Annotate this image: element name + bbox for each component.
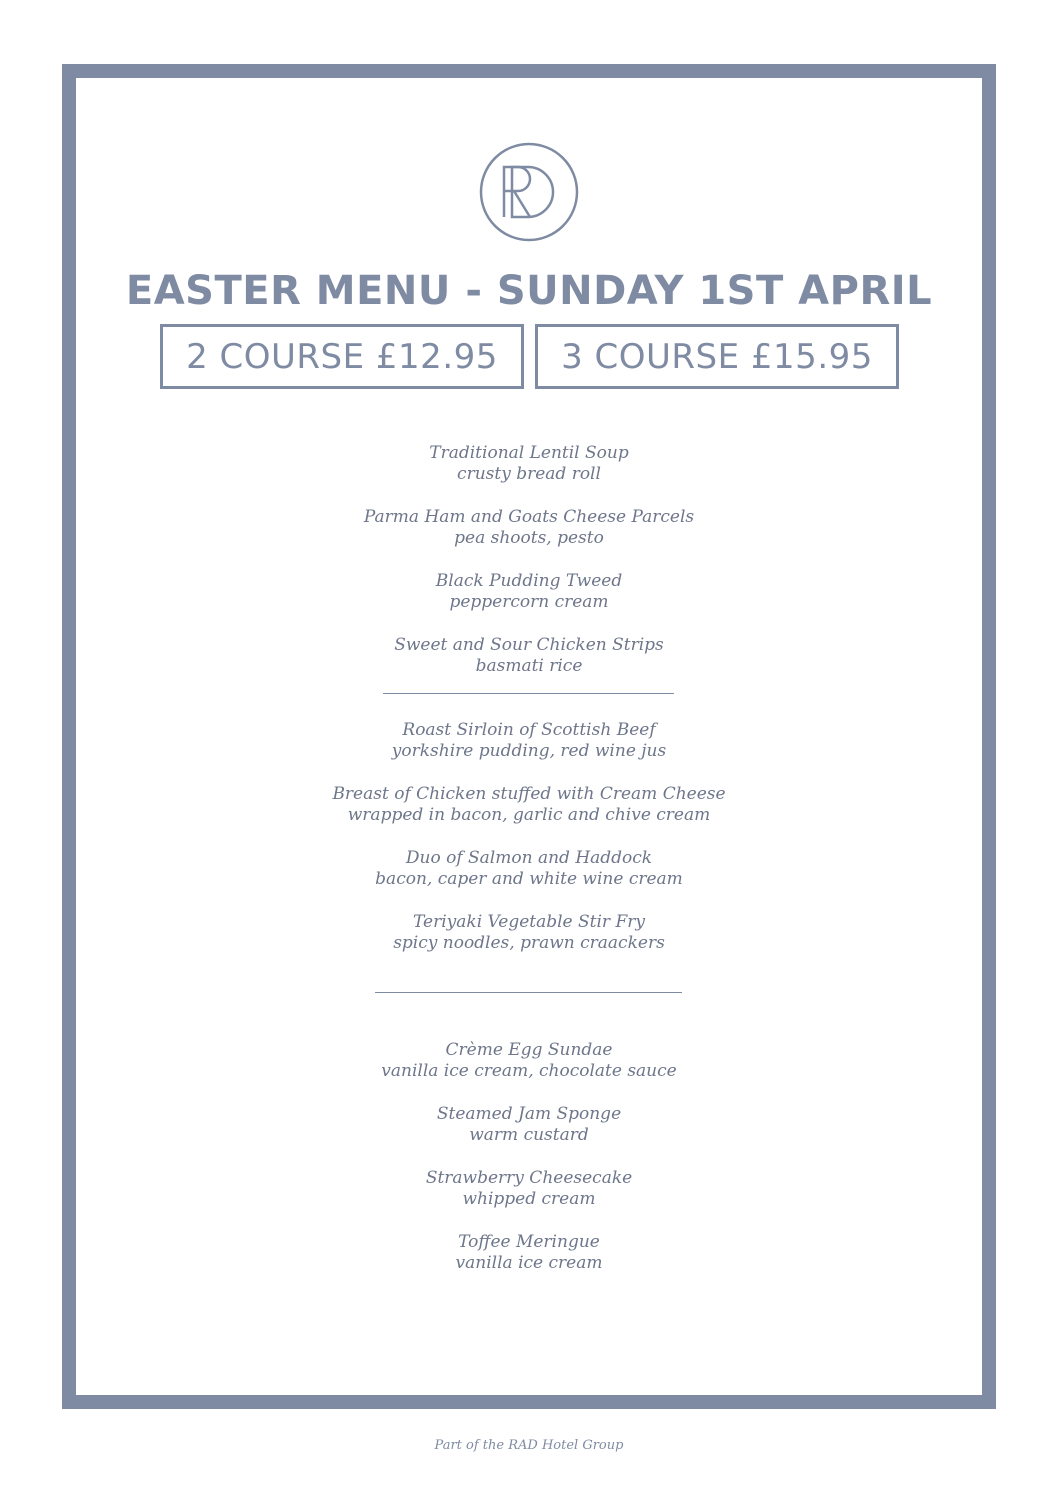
menu-item <box>0 507 1058 549</box>
dish-description: vanilla ice cream <box>455 1253 603 1273</box>
dish-description: crusty bread roll <box>457 464 601 484</box>
dish-description: spicy noodles, prawn craackers <box>393 933 665 953</box>
menu-item <box>0 443 1058 485</box>
section-divider <box>375 992 682 993</box>
dish-name: Sweet and Sour Chicken Strips <box>394 635 664 655</box>
dish-description: pea shoots, pesto <box>454 528 604 548</box>
menu-item <box>0 635 1058 677</box>
menu-item <box>0 1040 1058 1082</box>
menu-item <box>0 1168 1058 1210</box>
dish-name: Toffee Meringue <box>458 1232 600 1252</box>
footer-note: Part of the RAD Hotel Group <box>434 1438 624 1453</box>
menu-item <box>0 571 1058 613</box>
menu-item <box>0 912 1058 954</box>
menu-item <box>0 1232 1058 1274</box>
menu-item <box>0 720 1058 762</box>
dish-description: yorkshire pudding, red wine jus <box>391 741 667 761</box>
dish-name: Teriyaki Vegetable Stir Fry <box>413 912 645 932</box>
dish-name: Strawberry Cheesecake <box>425 1168 633 1188</box>
dish-description: basmati rice <box>475 656 583 676</box>
dish-name: Traditional Lentil Soup <box>429 443 629 463</box>
dish-name: Roast Sirloin of Scottish Beef <box>402 720 656 740</box>
menu-item <box>0 848 1058 890</box>
dish-description: vanilla ice cream, chocolate sauce <box>381 1061 677 1081</box>
three-course-price: 3 COURSE £15.95 <box>535 324 899 389</box>
dish-name: Crème Egg Sundae <box>445 1040 613 1060</box>
menu-item <box>0 1104 1058 1146</box>
section-divider <box>383 693 674 694</box>
dish-description: warm custard <box>469 1125 589 1145</box>
menu-title: EASTER MENU - SUNDAY 1ST APRIL <box>125 268 933 314</box>
dish-name: Steamed Jam Sponge <box>436 1104 622 1124</box>
dish-name: Parma Ham and Goats Cheese Parcels <box>363 507 695 527</box>
dish-description: wrapped in bacon, garlic and chive cream <box>347 805 711 825</box>
dish-description: bacon, caper and white wine cream <box>375 869 683 889</box>
dish-name: Black Pudding Tweed <box>435 571 623 591</box>
dish-description: whipped cream <box>462 1189 596 1209</box>
dish-name: Duo of Salmon and Haddock <box>405 848 653 868</box>
dish-name: Breast of Chicken stuffed with Cream Cheese <box>332 784 726 804</box>
dish-description: peppercorn cream <box>449 592 609 612</box>
menu-item <box>0 784 1058 826</box>
two-course-price: 2 COURSE £12.95 <box>160 324 524 389</box>
rad-logo-icon <box>478 141 580 243</box>
